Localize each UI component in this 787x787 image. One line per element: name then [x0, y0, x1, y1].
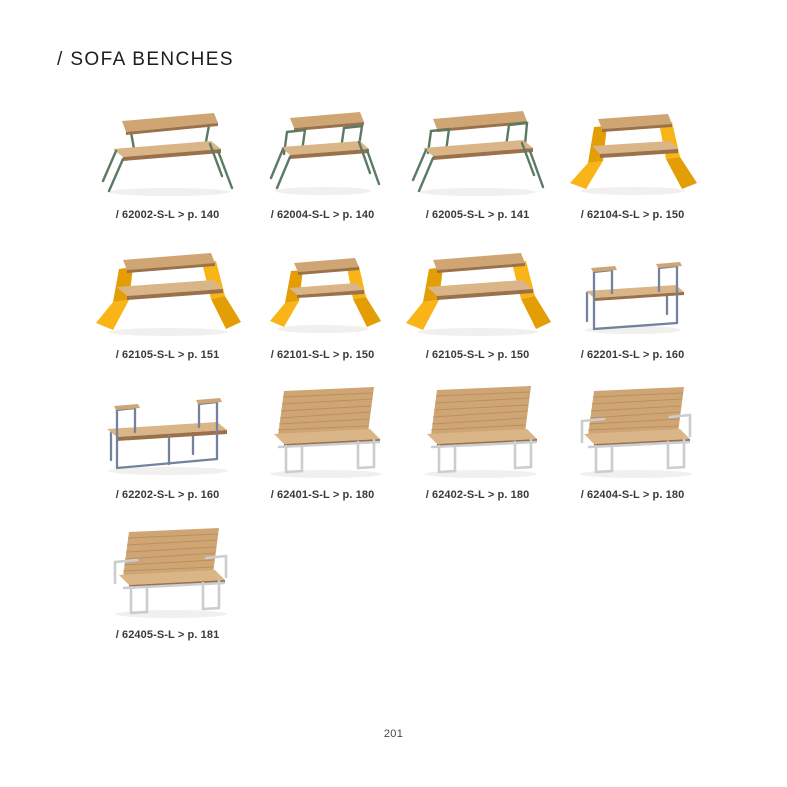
bench-slatted-arms-image	[558, 384, 708, 484]
product-caption: / 62405-S-L > p. 181	[115, 629, 220, 641]
product-card	[555, 93, 710, 233]
bench-slatted-arms-image	[93, 524, 243, 624]
product-caption: / 62105-S-L > p. 150	[425, 349, 530, 361]
product-caption: / 62401-S-L > p. 180	[270, 489, 375, 501]
product-caption: / 62104-S-L > p. 150	[580, 209, 685, 221]
product-grid	[90, 93, 710, 653]
product-card	[245, 233, 400, 373]
bench-yellow-long-image	[93, 244, 243, 344]
bench-slatted-image	[248, 384, 398, 484]
bench-yellow-small-image	[248, 244, 398, 344]
product-caption: / 62402-S-L > p. 180	[425, 489, 530, 501]
product-card	[555, 233, 710, 373]
product-card	[245, 93, 400, 233]
bench-yellow-image	[558, 104, 708, 204]
product-caption: / 62004-S-L > p. 140	[270, 209, 375, 221]
product-card	[400, 93, 555, 233]
bench-green-image	[93, 104, 243, 204]
product-card	[400, 233, 555, 373]
page-title: / SOFA BENCHES	[57, 48, 234, 70]
product-caption: / 62201-S-L > p. 160	[580, 349, 685, 361]
product-card	[555, 373, 710, 513]
product-card	[90, 233, 245, 373]
product-card	[90, 373, 245, 513]
page-number: 201	[383, 728, 404, 740]
product-card	[245, 373, 400, 513]
product-card	[90, 513, 245, 653]
product-caption: / 62101-S-L > p. 150	[270, 349, 375, 361]
product-caption: / 62202-S-L > p. 160	[115, 489, 220, 501]
bench-slatted-image	[403, 384, 553, 484]
product-caption: / 62005-S-L > p. 141	[425, 209, 530, 221]
bench-green-arms-long-image	[403, 104, 553, 204]
product-card	[90, 93, 245, 233]
product-card	[400, 373, 555, 513]
bench-green-arms-image	[248, 104, 398, 204]
product-caption: / 62105-S-L > p. 151	[115, 349, 220, 361]
bench-yellow-long-image	[403, 244, 553, 344]
product-caption: / 62404-S-L > p. 180	[580, 489, 685, 501]
bench-slate-long-image	[93, 384, 243, 484]
bench-slate-image	[558, 244, 708, 344]
product-caption: / 62002-S-L > p. 140	[115, 209, 220, 221]
